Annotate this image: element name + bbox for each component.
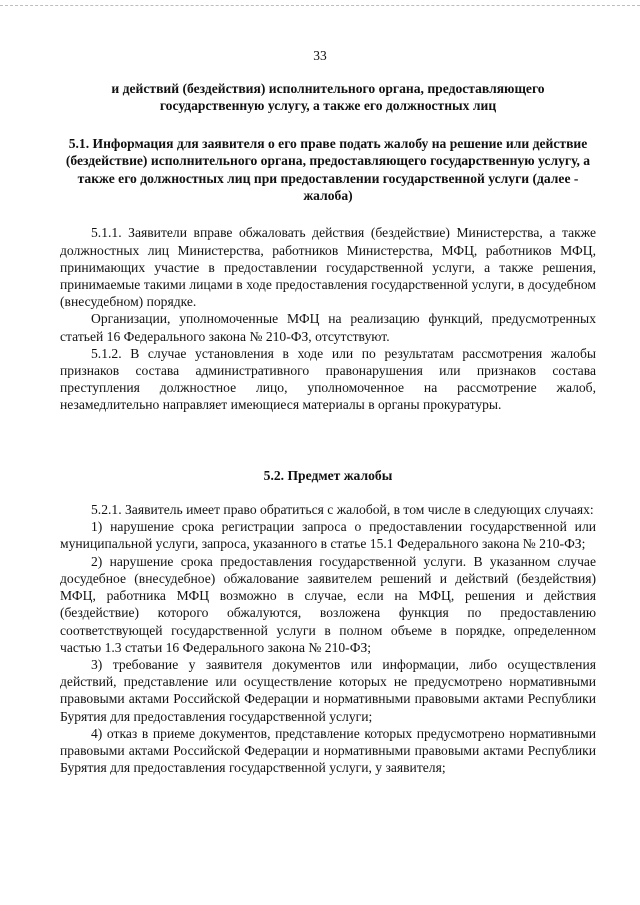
section-5-2-title: 5.2. Предмет жалобы <box>263 467 393 483</box>
page-number: 33 <box>313 48 327 63</box>
paragraph-5-2-1: 5.2.1. Заявитель имеет право обратиться с жалобой, в том числе в следующих случаях: <box>91 502 594 518</box>
scan-edge-artifact <box>0 5 640 6</box>
paragraph-5-1-2: 5.1.2. В случае установления в ходе или по результатам рассмотрения жалобы признаков состава административного правонарушения или признаков состава преступления должностное лицо, уполномоченное на рассмотрение жалоб, незамедлительно направляет имеющиеся материалы в органы прокуратуры. <box>60 345 596 413</box>
heading-continuation: и действий (бездействия) исполнительного органа, предоставляющего государственную услугу, а также его должностных лиц <box>111 81 545 114</box>
list-item-1: 1) нарушение срока регистрации запроса о предоставлении государственной или муниципальной услуги, запроса, указанного в статье 15.1 Федерального закона № 210-ФЗ; <box>60 519 596 552</box>
list-item-4: 4) отказ в приеме документов, представление которых предусмотрено нормативными правовыми актами Российской Федерации и нормативными правовыми актами Республики Бурятия для предоставления государственной услуги, у заявителя; <box>60 725 596 776</box>
paragraph-organizations: Организации, уполномоченные МФЦ на реализацию функций, предусмотренных статьей 16 Федерального закона № 210-ФЗ, отсутствуют. <box>60 311 596 344</box>
section-5-1-title: 5.1. Информация для заявителя о его праве подать жалобу на решение или действие (бездействие) исполнительного органа, предоставляющего государственную услугу, а также его должностных лиц при предоставлении государственной услуги (далее - жалоба) <box>65 135 591 204</box>
list-item-3: 3) требование у заявителя документов или информации, либо осуществления действий, представление или осуществление которых не предусмотрено нормативными правовыми актами Российской Федерации и нормативными правовыми актами Республики Бурятия для предоставления государственной услуги; <box>60 656 596 724</box>
list-item-2: 2) нарушение срока предоставления государственной услуги. В указанном случае досудебное (внесудебное) обжалование заявителем решений и действий (бездействия) МФЦ, работника МФЦ возможно в случае, если на МФЦ, решения и действия (бездействие) которого обжалуются, возложена функция по предоставлению соответствующей государственной услуги в полном объеме в порядке, определенном частью 1.3 статьи 16 Федерального закона № 210-ФЗ; <box>60 553 596 655</box>
document-body <box>60 80 596 776</box>
paragraph-5-1-1: 5.1.1. Заявители вправе обжаловать действия (бездействие) Министерства, а также должностных лиц Министерства, работников Министерства, МФЦ, работников МФЦ, принимающих участие в предоставлении государственной услуги, а также решения, принимаемые такими лицами в ходе предоставления государственной услуги, в досудебном (внесудебном) порядке. <box>60 225 596 310</box>
